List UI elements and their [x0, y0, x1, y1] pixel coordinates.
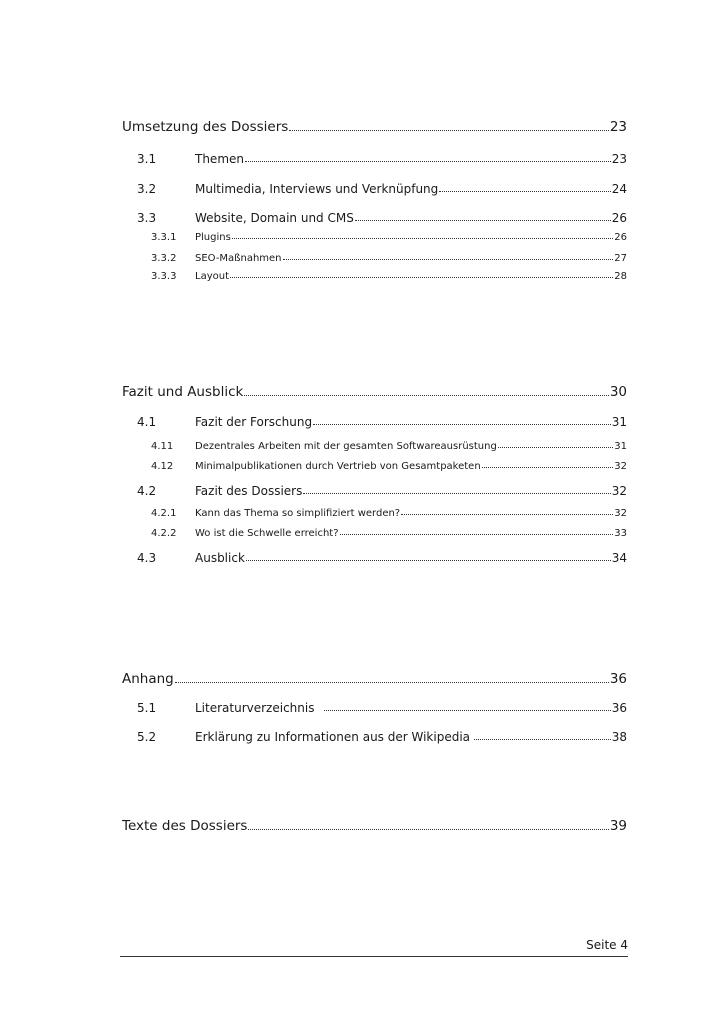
toc-number: 4.2.2	[151, 528, 177, 539]
dot-leader	[498, 447, 613, 448]
toc-page: 26	[611, 211, 627, 225]
toc-entry-subsection[interactable]	[122, 499, 627, 519]
toc-entry-subsection[interactable]	[122, 452, 627, 472]
page-number: Seite 4	[586, 938, 628, 952]
toc-page: 36	[611, 701, 627, 715]
toc-page: 32	[614, 508, 627, 519]
toc-page: 31	[614, 441, 627, 452]
toc-entry-section[interactable]	[122, 409, 627, 429]
toc-page: 26	[614, 232, 627, 243]
dot-leader	[248, 829, 608, 830]
toc-entry-chapter[interactable]	[122, 814, 627, 834]
toc-title: SEO-Maßnahmen	[195, 253, 282, 264]
dot-leader	[245, 161, 611, 162]
dot-leader	[474, 739, 611, 740]
dot-leader	[482, 467, 614, 468]
toc-entry-section[interactable]	[122, 695, 627, 715]
toc-title: Layout	[195, 271, 229, 282]
toc-number: 3.3.3	[151, 271, 177, 282]
toc-entry-chapter[interactable]	[122, 380, 627, 400]
toc-title: Erklärung zu Informationen aus der Wikipedia	[195, 730, 471, 744]
dot-leader	[355, 220, 611, 221]
toc-title: Multimedia, Interviews und Verknüpfung	[195, 182, 439, 196]
toc-title: Texte des Dossiers	[122, 818, 248, 834]
toc-number: 5.2	[137, 730, 157, 744]
dot-leader	[313, 424, 611, 425]
toc-title: Kann das Thema so simplifiziert werden?	[195, 508, 401, 519]
toc-entry-section[interactable]	[122, 478, 627, 498]
dot-leader	[289, 130, 609, 131]
toc-title: Themen	[195, 152, 244, 166]
dot-leader	[232, 238, 613, 239]
toc-title: Minimalpublikationen durch Vertrieb von Gesamtpaketen	[195, 461, 481, 472]
toc-title: Dezentrales Arbeiten mit der gesamten Softwareausrüstung	[195, 441, 497, 452]
dot-leader	[283, 259, 614, 260]
toc-entry-section[interactable]	[122, 205, 627, 225]
dot-leader	[230, 277, 613, 278]
toc-page: 23	[609, 119, 627, 135]
toc-number: 3.3	[137, 211, 157, 225]
toc-page: 38	[611, 730, 627, 744]
toc-entry-section[interactable]	[122, 724, 627, 744]
footer-rule	[120, 956, 628, 957]
toc-number: 4.3	[137, 551, 157, 565]
toc-title: Ausblick	[195, 551, 245, 565]
dot-leader	[175, 682, 609, 683]
dot-leader	[439, 191, 610, 192]
toc-number: 4.2.1	[151, 508, 177, 519]
dot-leader	[340, 534, 614, 535]
toc-entry-subsection[interactable]	[122, 223, 627, 243]
toc-page: 33	[614, 528, 627, 539]
toc-entry-subsection[interactable]	[122, 432, 627, 452]
toc-entry-subsection[interactable]	[122, 244, 627, 264]
toc-number: 3.2	[137, 182, 157, 196]
toc-title: Fazit der Forschung	[195, 415, 313, 429]
dot-leader	[401, 514, 613, 515]
toc-page: 31	[611, 415, 627, 429]
dot-leader	[246, 560, 611, 561]
toc-number: 3.3.1	[151, 232, 177, 243]
toc-page: 34	[611, 551, 627, 565]
toc-page: 23	[611, 152, 627, 166]
toc-number: 4.1	[137, 415, 157, 429]
toc-entry-section[interactable]	[122, 176, 627, 196]
toc-page: 30	[609, 384, 627, 400]
toc-number: 3.3.2	[151, 253, 177, 264]
toc-number: 5.1	[137, 701, 157, 715]
toc-entry-chapter[interactable]	[122, 115, 627, 135]
toc-page: 36	[609, 671, 627, 687]
toc-title: Anhang	[122, 671, 174, 687]
toc-page: 32	[614, 461, 627, 472]
dot-leader	[244, 395, 608, 396]
toc-title: Literaturverzeichnis	[195, 701, 315, 715]
toc-title: Website, Domain und CMS	[195, 211, 354, 225]
toc-number: 4.11	[151, 441, 174, 452]
toc-entry-section[interactable]	[122, 146, 627, 166]
toc-number: 4.12	[151, 461, 174, 472]
toc-page: 27	[614, 253, 627, 264]
toc-title: Umsetzung des Dossiers	[122, 119, 289, 135]
toc-title: Fazit und Ausblick	[122, 384, 244, 400]
toc-entry-subsection[interactable]	[122, 262, 627, 282]
dot-leader	[324, 710, 610, 711]
toc-number: 4.2	[137, 484, 157, 498]
toc-number: 3.1	[137, 152, 157, 166]
toc-title: Wo ist die Schwelle erreicht?	[195, 528, 339, 539]
toc-page: 24	[611, 182, 627, 196]
toc-title: Plugins	[195, 232, 231, 243]
toc-page: 28	[614, 271, 627, 282]
dot-leader	[303, 493, 610, 494]
toc-entry-chapter[interactable]	[122, 667, 627, 687]
toc-entry-subsection[interactable]	[122, 519, 627, 539]
toc-page: 32	[611, 484, 627, 498]
toc-title: Fazit des Dossiers	[195, 484, 303, 498]
toc-entry-section[interactable]	[122, 545, 627, 565]
toc-page: 39	[609, 818, 627, 834]
